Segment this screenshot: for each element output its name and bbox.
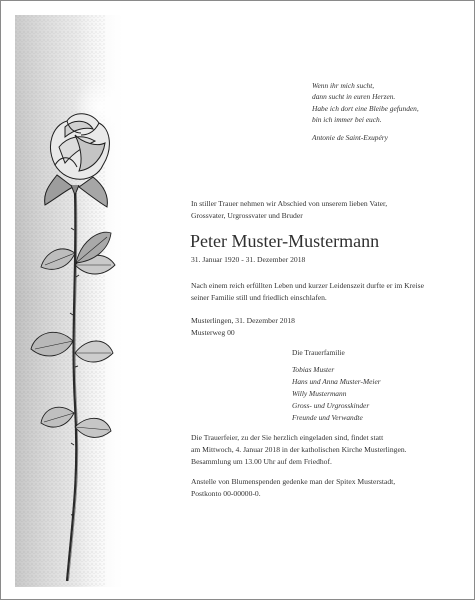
farewell-message: [191, 280, 451, 304]
quote-block: [312, 80, 462, 143]
funeral-line: Die Trauerfeier, zu der Sie herzlich eingeladen sind, findet statt: [191, 433, 384, 442]
rose-illustration-panel: [15, 15, 127, 587]
place-date-line: Musterlingen, 31. Dezember 2018: [191, 316, 295, 325]
message-line: Nach einem reich erfüllten Leben und kurzer Leidenszeit durfte er im Kreise: [191, 281, 424, 290]
quote-line: Habe ich dort eine Bleibe gefunden,: [312, 103, 419, 113]
message-line: seiner Familie still und friedlich einschlafen.: [191, 293, 327, 302]
address-line: Musterweg 00: [191, 328, 235, 337]
quote-author: Antonie de Saint-Exupéry: [312, 132, 388, 142]
family-member: Hans und Anna Muster-Meier: [292, 377, 381, 386]
family-block: [292, 347, 452, 424]
family-members-list: [292, 364, 452, 424]
intro-line: In stiller Trauer nehmen wir Abschied von unserem lieben Vater,: [191, 199, 388, 208]
donation-line: Anstelle von Blumenspenden gedenke man der Spitex Musterstadt,: [191, 477, 396, 486]
donation-line: Postkonto 00-00000-0.: [191, 489, 261, 498]
donation-note: [191, 476, 461, 500]
quote-line: bin ich immer bei euch.: [312, 115, 382, 125]
rose-icon: [15, 15, 127, 587]
family-member: Willy Mustermann: [292, 389, 347, 398]
intro-text: [191, 198, 451, 222]
place-and-address: [191, 315, 295, 339]
quote-line: Wenn ihr mich sucht,: [312, 81, 375, 90]
family-member: Tobias Muster: [292, 365, 335, 374]
deceased-name: Peter Muster-Mustermann: [190, 231, 380, 251]
family-member: Freunde und Verwandte: [292, 413, 363, 422]
intro-line: Grossvater, Urgrossvater und Bruder: [191, 211, 303, 220]
quote-line: dann sucht in euren Herzen.: [312, 92, 396, 102]
family-heading: Die Trauerfamilie: [292, 348, 345, 357]
funeral-line: am Mittwoch, 4. Januar 2018 in der katholischen Kirche Musterlingen.: [191, 445, 407, 454]
funeral-details: [191, 432, 461, 468]
funeral-line: Besammlung um 13.00 Uhr auf dem Friedhof.: [191, 457, 332, 466]
life-dates: 31. Januar 1920 - 31. Dezember 2018: [191, 255, 306, 264]
family-member: Gross- und Urgrosskinder: [292, 401, 370, 410]
